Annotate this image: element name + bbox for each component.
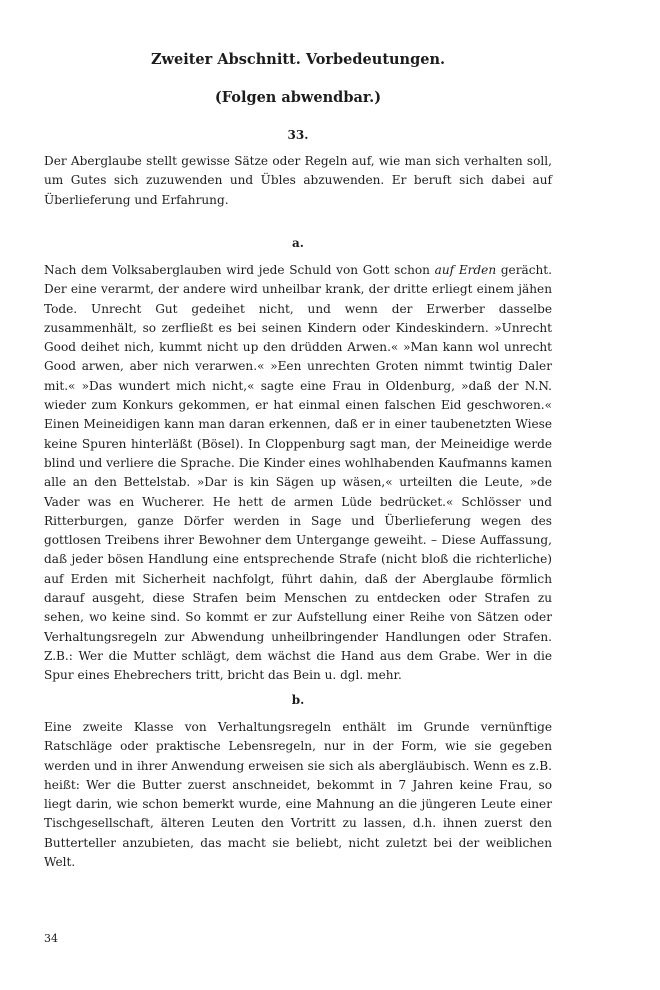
chapter-subtitle: (Folgen abwendbar.) [214,89,382,106]
emphasis-text: auf Erden [434,263,497,277]
page-number: 34 [44,932,58,945]
paragraph-text: Nach dem Volksaberglauben wird jede Schuld von Gott schon [44,263,435,277]
subsection-a-label: a. [292,236,304,250]
book-page [44,0,552,990]
subsection-a-paragraph [44,261,552,686]
section-number: 33. [287,128,309,142]
subsection-b-label: b. [291,693,305,707]
chapter-title: Zweiter Abschnitt. Vorbedeutungen. [150,51,446,68]
intro-paragraph: Der Aberglaube stellt gewisse Sätze oder Regeln auf, wie man sich verhalten soll, um Gutes sich zuzuwenden und Übles abzuwenden. Er beruft sich dabei auf Überlieferung und Erfahrung. [44,154,552,207]
paragraph-text: gerächt. Der eine verarmt, der andere wird unheilbar krank, der dritte erliegt einem jähen Tode. Unrecht Gut gedeihet nicht, und wenn der Erwerber dasselbe zusammenhält, so zerfließt es bei seinen Kindern oder Kindeskindern. »Unrecht Good deihet nich, kummt nicht up den drüdden Arwen.« »Man kann wol unrecht Good arwen, aber nich verarwen.« »Een unrechten Groten nimmt twintig Daler mit.« »Das wundert mich nicht,« sagte eine Frau in Oldenburg, »daß der N.N. wieder zum Konkurs gekommen, er hat einmal einen falschen Eid geschworen.« Einen Meineidigen kann man daran erkennen, daß er in einer taubenetzten Wiese keine Spuren hinterläßt (Bösel). In Cloppenburg sagt man, der Meineidige werde blind und verliere die Sprache. Die Kinder eines wohlhabenden Kaufmanns kamen alle an den Bettelstab. »Dar is kin Sägen up wäsen,« urteilten die Leute, »de Vader was en Wucherer. He hett de armen Lüde bedrücket.« Schlösser und Ritterburgen, ganze Dörfer werden in Sage und Überlieferung wegen des gottlosen Treibens ihrer Bewohner dem Untergange geweiht. – Diese Auffassung, daß jeder bösen Handlung eine entsprechende Strafe (nicht bloß die richterliche) auf Erden mit Sicherheit nachfolgt, führt dahin, daß der Aberglaube förmlich darauf ausgeht, diese Strafen beim Menschen zu entdecken oder Strafen zu sehen, wo keine sind. So kommt er zur Aufstellung einer Reihe von Sätzen oder Verhaltungsregeln zur Abwendung unheilbringender Handlungen oder Strafen. Z.B.: Wer die Mutter schlägt, dem wächst die Hand aus dem Grabe. Wer in die Spur eines Ehebrechers tritt, bricht das Bein u. dgl. mehr. [44,263,552,683]
subsection-b-paragraph: Eine zweite Klasse von Verhaltungsregeln enthält im Grunde vernünftige Ratschläge oder praktische Lebensregeln, nur in der Form, wie sie gegeben werden und in ihrer Anwendung erweisen sie sich als abergläubisch. Wenn es z.B. heißt: Wer die Butter zuerst anschneidet, bekommt in 7 Jahren keine Frau, so liegt darin, wie schon bemerkt wurde, eine Mahnung an die jüngeren Leute einer Tischgesellschaft, älteren Leuten den Vortritt zu lassen, d.h. ihnen zuerst den Butterteller anzubieten, das macht sie beliebt, nicht zuletzt bei der weiblichen Welt. [44,720,552,870]
